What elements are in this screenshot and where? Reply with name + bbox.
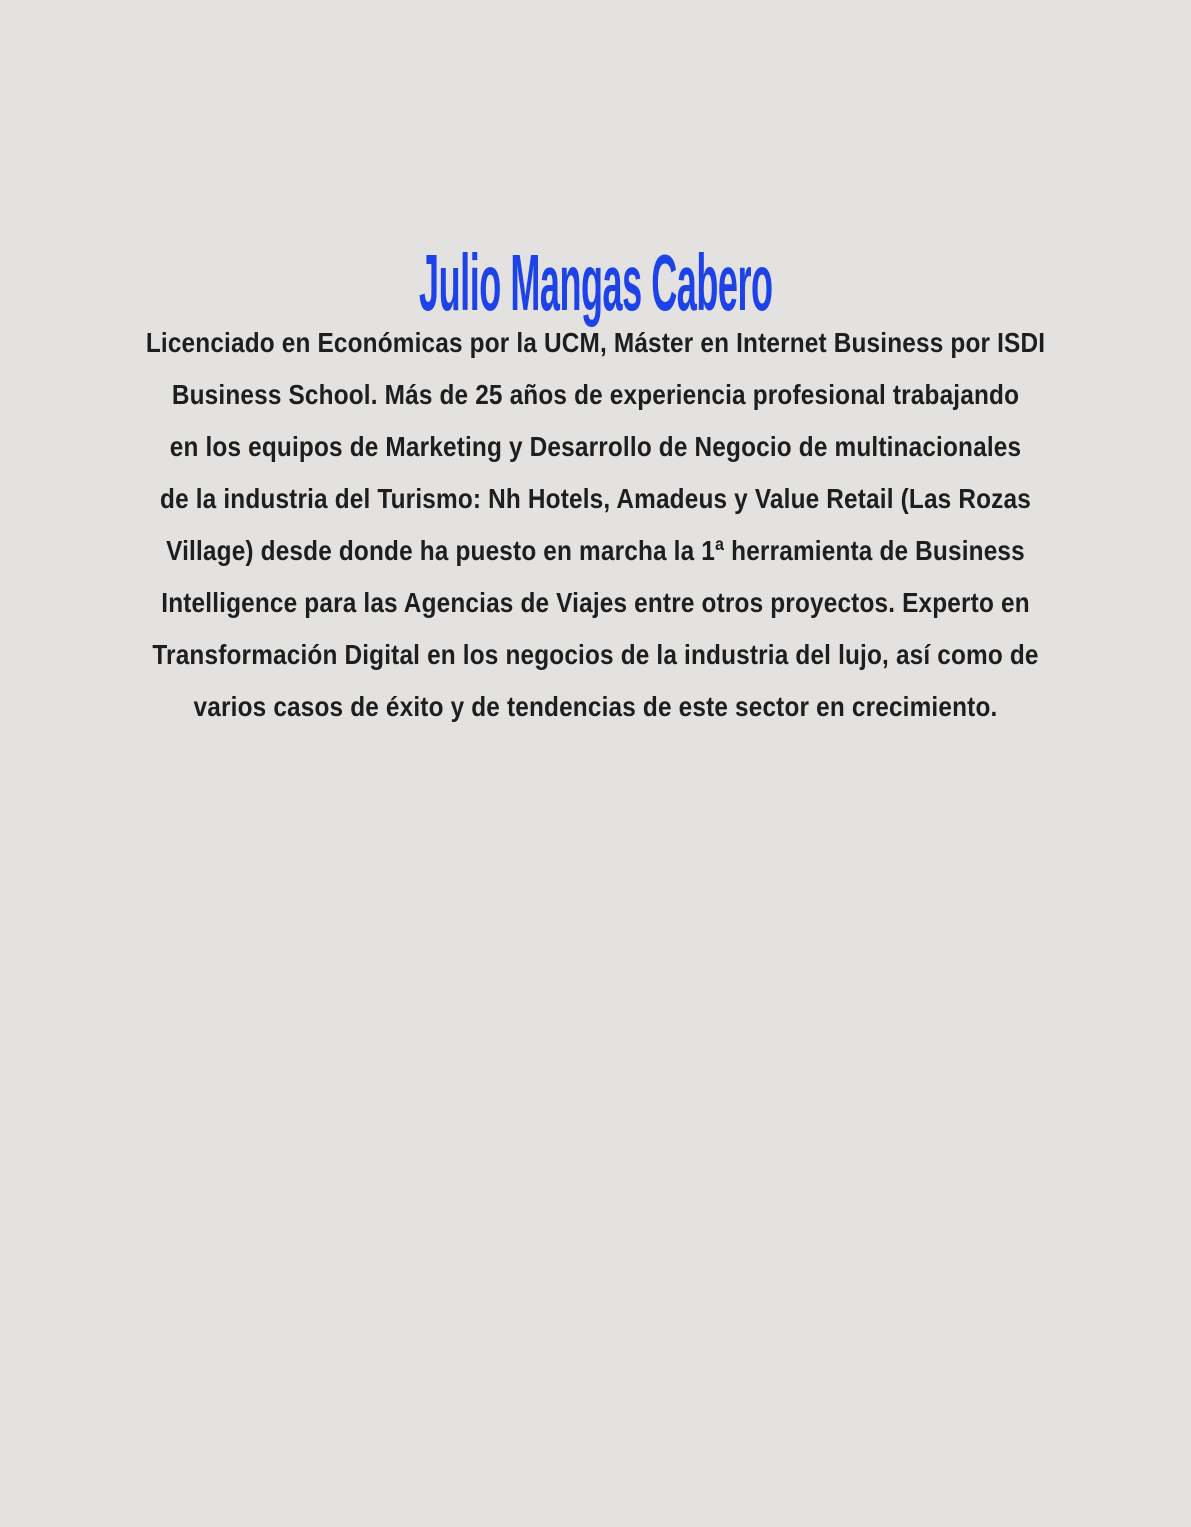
bio-line: de la industria del Turismo: Nh Hotels, Amadeus y Value Retail (Las Rozas xyxy=(160,483,1031,514)
bio-line: Transformación Digital en los negocios de la industria del lujo, así como de xyxy=(152,639,1039,670)
bio-line: Business School. Más de 25 años de experiencia profesional trabajando xyxy=(171,379,1020,410)
bio-line: Intelligence para las Agencias de Viajes entre otros proyectos. Experto en xyxy=(161,587,1030,618)
page-title: Julio Mangas Cabero xyxy=(418,237,773,327)
bio-paragraph xyxy=(77,317,1113,733)
bio-line: Village) desde donde ha puesto en marcha la 1ª herramienta de Business xyxy=(166,535,1025,566)
bio-line: en los equipos de Marketing y Desarrollo de Negocio de multinacionales xyxy=(169,431,1022,462)
bio-line: Licenciado en Económicas por la UCM, Máster en Internet Business por ISDI xyxy=(145,327,1046,358)
bio-line: varios casos de éxito y de tendencias de este sector en crecimiento. xyxy=(193,691,998,722)
